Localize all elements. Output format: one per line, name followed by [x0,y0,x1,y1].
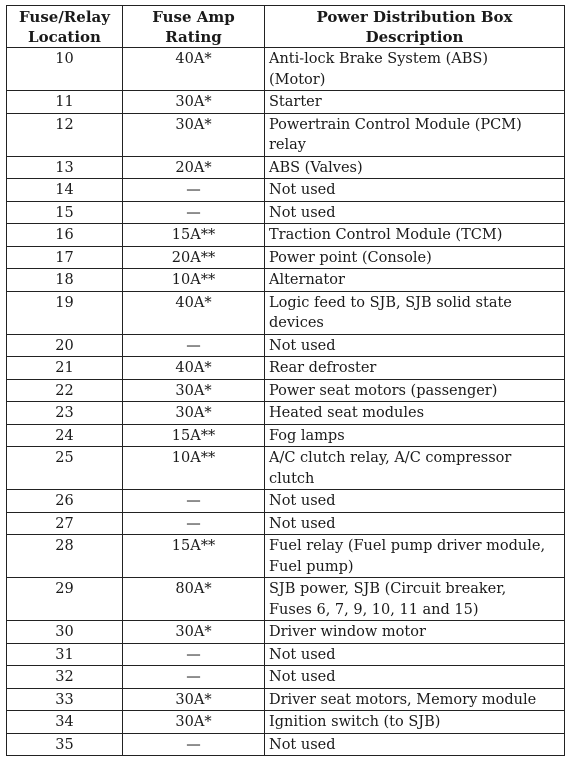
description-line: Not used [269,182,336,198]
fuse-amp-rating-cell: 80A* [123,578,265,621]
fuse-location-cell: 28 [7,535,123,578]
fuse-description-cell [265,424,565,447]
table-row [7,402,565,425]
fuse-description-cell [265,535,565,578]
table-row [7,512,565,535]
fuse-amp-rating-cell: 20A** [123,246,265,269]
fuse-amp-rating-cell: 30A* [123,91,265,114]
description-line: Starter [269,94,322,110]
fuse-location-cell: 15 [7,201,123,224]
description-line: A/C clutch relay, A/C compressor [269,450,512,466]
description-line: Not used [269,646,336,663]
description-line: Ignition switch (to SJB) [269,714,441,730]
header-location-line-1: Fuse/Relay [19,8,110,26]
fuse-location-cell: 22 [7,379,123,402]
table-row [7,621,565,644]
fuse-location-cell: 13 [7,156,123,179]
fuse-description-cell [265,490,565,513]
description-line: Anti-lock Brake System (ABS) [269,51,488,67]
description-line: Not used [269,337,336,354]
fuse-location-cell: 18 [7,269,123,292]
table-row [7,711,565,734]
header-description-line-1: Power Distribution Box [316,8,513,26]
fuse-location-cell: 31 [7,643,123,666]
fuse-amp-rating-cell: 10A** [123,269,265,292]
description-line: Not used [269,493,336,509]
fuse-amp-rating-cell: 10A** [123,447,265,490]
description-line: Driver window motor [269,624,426,640]
fuse-amp-rating-cell: 40A* [123,357,265,380]
fuse-table [6,5,565,756]
fuse-description-cell [265,578,565,621]
fuse-location-cell: 11 [7,91,123,114]
description-line: Fuel relay (Fuel pump driver module, [269,538,546,554]
header-amp-rating [123,6,265,48]
description-line: Powertrain Control Module (PCM) [269,116,522,133]
fuse-location-cell: 30 [7,621,123,644]
description-line: Fuses 6, 7, 9, 10, 11 and 15) [269,601,479,618]
fuse-location-cell: 12 [7,113,123,156]
table-row [7,224,565,247]
fuse-location-cell: 24 [7,424,123,447]
table-row [7,379,565,402]
table-row [7,156,565,179]
fuse-amp-rating-cell: 40A* [123,48,265,91]
description-line: Not used [269,669,336,685]
fuse-description-cell [265,666,565,689]
description-line: Driver seat motors, Memory module [269,691,537,708]
header-location [7,6,123,48]
table-row [7,688,565,711]
table-row [7,733,565,756]
header-amp-line-2: Rating [165,28,222,46]
description-line: Power point (Console) [269,249,432,266]
fuse-description-cell [265,688,565,711]
fuse-description-cell [265,379,565,402]
fuse-location-cell: 27 [7,512,123,535]
table-row [7,490,565,513]
table-row [7,643,565,666]
table-row [7,179,565,202]
table-row [7,291,565,334]
table-row [7,357,565,380]
fuse-amp-rating-cell: 15A** [123,424,265,447]
fuse-description-cell [265,711,565,734]
table-row [7,424,565,447]
header-description-line-2: Description [365,28,464,46]
header-amp-line-1: Fuse Amp [152,8,235,26]
table-row [7,91,565,114]
description-line: Logic feed to SJB, SJB solid state [269,294,512,311]
table-body [7,48,565,756]
fuse-description-cell [265,201,565,224]
fuse-amp-rating-cell: 30A* [123,711,265,734]
fuse-location-cell: 34 [7,711,123,734]
fuse-amp-rating-cell: 15A** [123,224,265,247]
fuse-amp-rating-cell: 30A* [123,621,265,644]
fuse-location-cell: 35 [7,733,123,756]
fuse-amp-rating-cell: 20A* [123,156,265,179]
fuse-description-cell [265,621,565,644]
fuse-amp-rating-cell: 30A* [123,379,265,402]
table-row [7,113,565,156]
fuse-description-cell [265,91,565,114]
fuse-location-cell: 20 [7,334,123,357]
fuse-description-cell [265,48,565,91]
fuse-amp-rating-cell: 30A* [123,688,265,711]
fuse-location-cell: 32 [7,666,123,689]
table-row [7,578,565,621]
description-line: relay [269,137,306,153]
fuse-location-cell: 29 [7,578,123,621]
table-row [7,201,565,224]
description-line: Fuel pump) [269,558,354,575]
fuse-location-cell: 25 [7,447,123,490]
fuse-amp-rating-cell: — [123,733,265,756]
fuse-amp-rating-cell: — [123,490,265,513]
fuse-description-cell [265,402,565,425]
header-location-line-2: Location [28,28,101,46]
description-line: Not used [269,515,336,532]
fuse-description-cell [265,334,565,357]
fuse-amp-rating-cell: — [123,201,265,224]
fuse-description-cell [265,224,565,247]
fuse-location-cell: 16 [7,224,123,247]
fuse-amp-rating-cell: 30A* [123,113,265,156]
table-row [7,447,565,490]
fuse-description-cell [265,156,565,179]
fuse-amp-rating-cell: — [123,666,265,689]
fuse-location-cell: 14 [7,179,123,202]
fuse-description-cell [265,447,565,490]
fuse-amp-rating-cell: 40A* [123,291,265,334]
fuse-location-cell: 19 [7,291,123,334]
fuse-description-cell [265,246,565,269]
table-row [7,535,565,578]
fuse-amp-rating-cell: — [123,512,265,535]
table-row [7,666,565,689]
fuse-amp-rating-cell: — [123,334,265,357]
header-row [7,6,565,48]
table-header [7,6,565,48]
description-line: Heated seat modules [269,405,425,421]
fuse-location-cell: 23 [7,402,123,425]
fuse-amp-rating-cell: — [123,643,265,666]
description-line: SJB power, SJB (Circuit breaker, [269,581,507,597]
fuse-description-cell [265,512,565,535]
description-line: Power seat motors (passenger) [269,382,498,399]
fuse-description-cell [265,179,565,202]
fuse-description-cell [265,643,565,666]
fuse-amp-rating-cell: 30A* [123,402,265,425]
table-row [7,269,565,292]
fuse-location-cell: 10 [7,48,123,91]
fuse-location-cell: 26 [7,490,123,513]
description-line: Rear defroster [269,360,377,376]
table-row [7,48,565,91]
description-line: clutch [269,470,315,487]
description-line: Traction Control Module (TCM) [269,227,503,243]
description-line: Not used [269,204,336,221]
fuse-location-cell: 17 [7,246,123,269]
description-line: (Motor) [269,71,326,88]
description-line: Fog lamps [269,427,345,444]
table-row [7,334,565,357]
header-description [265,6,565,48]
fuse-description-cell [265,357,565,380]
fuse-amp-rating-cell: — [123,179,265,202]
table-row [7,246,565,269]
fuse-location-cell: 33 [7,688,123,711]
description-line: Not used [269,736,336,753]
fuse-description-cell [265,269,565,292]
description-line: ABS (Valves) [269,159,363,176]
fuse-description-cell [265,291,565,334]
fuse-description-cell [265,113,565,156]
description-line: Alternator [269,272,345,288]
description-line: devices [269,315,324,331]
fuse-location-cell: 21 [7,357,123,380]
fuse-description-cell [265,733,565,756]
fuse-amp-rating-cell: 15A** [123,535,265,578]
